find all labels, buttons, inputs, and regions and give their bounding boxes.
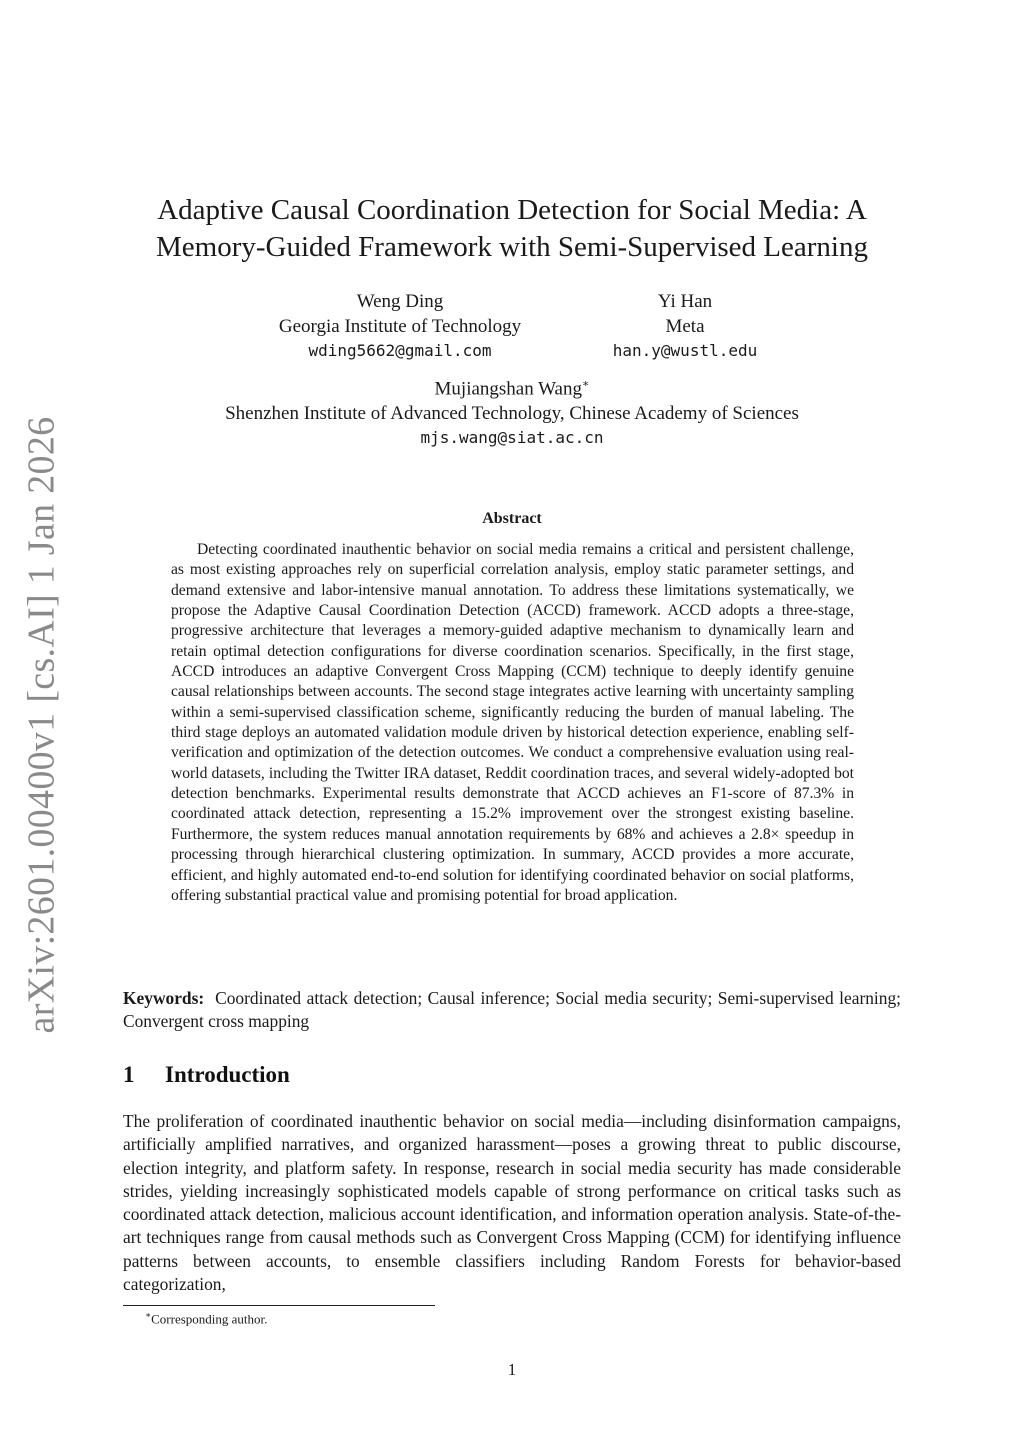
keywords <box>123 987 901 1033</box>
keywords-text: Coordinated attack detection; Causal inference; Social media security; Semi-supervised learning; Convergent cross mapping <box>123 988 901 1031</box>
author-email[interactable]: wding5662@gmail.com <box>308 341 492 360</box>
author-affiliation: Shenzhen Institute of Advanced Technology, Chinese Academy of Sciences <box>225 402 799 424</box>
author-affiliation: Meta <box>665 315 705 337</box>
section-number: 1 <box>123 1062 135 1087</box>
page-number: 1 <box>507 1360 517 1379</box>
author-name: Weng Ding <box>356 291 444 312</box>
section-heading <box>123 1062 290 1088</box>
footnote-marker: ∗ <box>145 1310 152 1320</box>
footnote-divider <box>123 1305 435 1306</box>
author-affiliation: Georgia Institute of Technology <box>278 315 522 337</box>
author-email[interactable]: han.y@wustl.edu <box>612 341 758 360</box>
author-block <box>150 372 874 451</box>
paper-title: Adaptive Causal Coordination Detection for Social Media: A Memory-Guided Framework with Semi-Supervised Learning <box>156 194 868 263</box>
abstract-text: Detecting coordinated inauthentic behavior on social media remains a critical and persistent challenge, as most existing approaches rely on superficial correlation analysis, employ static parameter settings, and demand extensive and labor-intensive manual annotation. To address these limitations systematically, we propose the Adaptive Causal Coordination Detection (ACCD) framework. ACCD adopts a three-stage, progressive architecture that leverages a memory-guided adaptive mechanism to dynamically learn and retain optimal detection configurations for diverse coordination scenarios. Specifically, in the first stage, ACCD introduces an adaptive Convergent Cross Mapping (CCM) technique to deeply identify genuine causal relationships between accounts. The second stage integrates active learning with uncertainty sampling within a semi-supervised classification scheme, significantly reducing the burden of manual labeling. The third stage deploys an automated validation module driven by historical detection experience, enabling self-verification and optimization of the detection outcomes. We conduct a comprehensive evaluation using real-world datasets, including the Twitter IRA dataset, Reddit coordination traces, and several widely-adopted bot detection benchmarks. Experimental results demonstrate that ACCD achieves an F1-score of 87.3% in coordinated attack detection, representing a 15.2% improvement over the strongest existing baseline. Furthermore, the system reduces manual annotation requirements by 68% and achieves a 2.8× speedup in processing through hierarchical clustering optimization. In summary, ACCD provides a more accurate, efficient, and highly automated end-to-end solution for identifying coordinated behavior on social platforms, offering substantial practical value and promising potential for broad application. <box>171 541 854 904</box>
keywords-label: Keywords: <box>123 988 205 1008</box>
author-email[interactable]: mjs.wang@siat.ac.cn <box>420 428 604 448</box>
arxiv-stamp-text: arXiv:2601.00400v1 [cs.AI] 1 Jan 2026 <box>20 416 62 1034</box>
author-name: Mujiangshan Wang <box>434 378 582 400</box>
footnote <box>145 1310 267 1327</box>
abstract-heading: Abstract <box>482 510 542 527</box>
section-title: Introduction <box>165 1062 290 1087</box>
author-block <box>585 290 785 364</box>
corresponding-author-marker: ∗ <box>581 378 590 390</box>
author-name-line <box>150 372 874 402</box>
footnote-text: Corresponding author. <box>151 1311 268 1327</box>
author-block <box>230 290 570 364</box>
author-name: Yi Han <box>657 291 713 312</box>
section-body-text: The proliferation of coordinated inauthentic behavior on social media—including disinformation campaigns, artificially amplified narratives, and organized harassment—poses a growing threat to public discourse, election integrity, and platform safety. In response, research in social media security has made considerable strides, yielding increasingly sophisticated models capable of strong performance on critical tasks such as coordinated attack detection, malicious account identification, and information operation analysis. State-of-the-art techniques range from causal methods such as Convergent Cross Mapping (CCM) for identifying influence patterns between accounts, to ensemble classifiers including Random Forests for behavior-based categorization, <box>123 1111 901 1295</box>
